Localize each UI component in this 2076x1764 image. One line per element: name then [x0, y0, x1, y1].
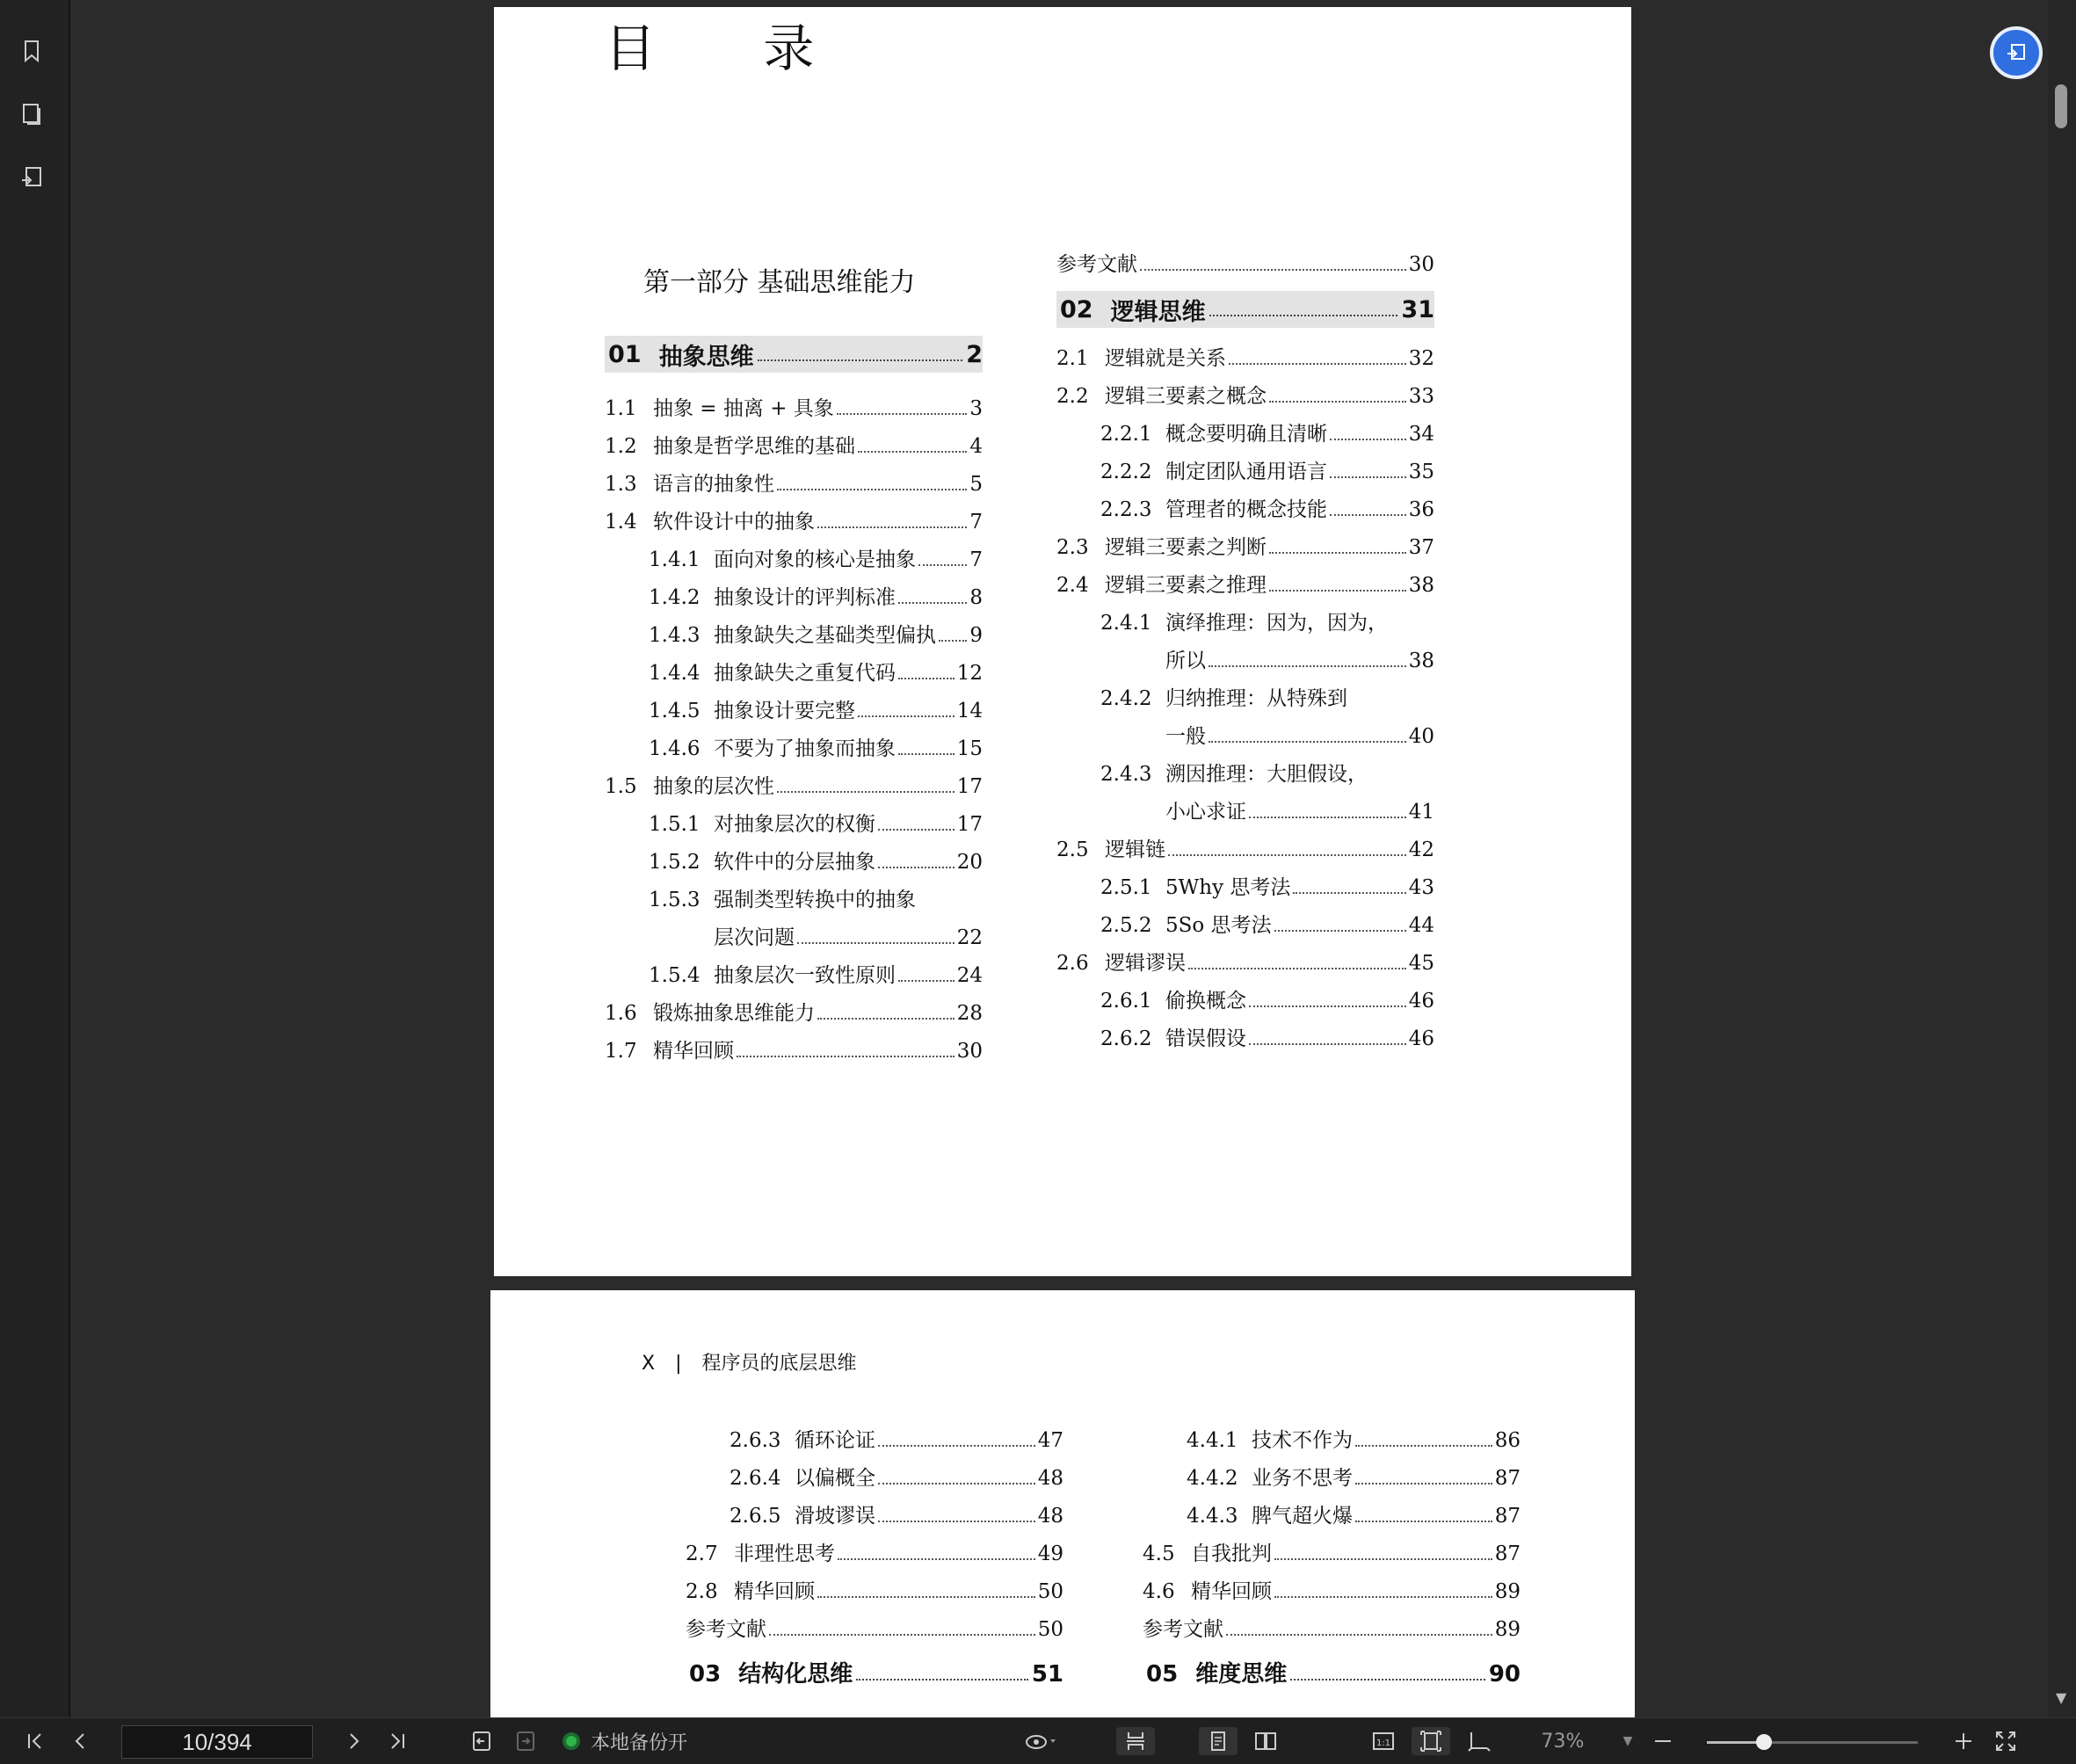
- prev-page-icon[interactable]: [67, 1727, 95, 1755]
- header-separator: |: [675, 1353, 682, 1375]
- entry-page-number: 87: [1494, 1505, 1521, 1528]
- toc-entry[interactable]: [649, 581, 983, 616]
- entry-number: 1.7: [605, 1040, 637, 1063]
- entry-number: 2.2: [1056, 385, 1089, 408]
- entry-page-number: 22: [956, 926, 983, 949]
- toc-entry[interactable]: [686, 1537, 1063, 1572]
- dot-leader: [777, 475, 967, 490]
- toc-entry[interactable]: [1100, 984, 1434, 1020]
- zoom-slider-thumb[interactable]: [1756, 1734, 1772, 1750]
- bottom-toolbar: [0, 1717, 2076, 1764]
- entry-title: 5So 思考法: [1165, 914, 1272, 937]
- entry-title: 抽象设计要完整: [714, 700, 855, 722]
- entry-page-number: 4: [969, 435, 983, 458]
- dot-leader: [878, 1506, 1035, 1522]
- dot-leader: [1330, 500, 1406, 516]
- entry-page-number: 28: [956, 1002, 983, 1025]
- entry-number: 2.5.1: [1100, 876, 1152, 899]
- first-page-icon[interactable]: [21, 1727, 49, 1755]
- entry-number: 1.5.4: [649, 964, 700, 987]
- dot-leader: [817, 1582, 1035, 1598]
- fit-width-icon[interactable]: [1459, 1727, 1498, 1755]
- entry-number: 2.3: [1056, 536, 1089, 559]
- entry-number: 1.5.3: [649, 889, 700, 911]
- entry-page-number: 36: [1408, 498, 1434, 521]
- entry-page-number: 8: [969, 586, 983, 609]
- entry-title: 溯因推理：大胆假设，: [1165, 763, 1368, 786]
- entry-title: 语言的抽象性: [653, 473, 774, 496]
- zoom-slider[interactable]: [1707, 1741, 1918, 1744]
- chapter-title: 逻辑思维: [1110, 298, 1206, 326]
- entry-page-number: 43: [1408, 876, 1434, 899]
- dot-leader: [1330, 462, 1406, 478]
- entry-number: 2.4.1: [1100, 612, 1152, 635]
- entry-page-number: 17: [956, 775, 983, 798]
- entry-title: 脾气超火爆: [1252, 1505, 1353, 1528]
- toc-entry[interactable]: [605, 430, 983, 465]
- actual-size-icon[interactable]: [1364, 1727, 1403, 1755]
- entry-title: 5Why 思考法: [1165, 876, 1291, 899]
- entry-title: 循环论证: [795, 1429, 875, 1452]
- toc-entry[interactable]: [1100, 909, 1434, 944]
- entry-title: 滑坡谬误: [795, 1505, 875, 1528]
- dot-leader: [1355, 1469, 1492, 1485]
- entry-page-number: 37: [1408, 536, 1434, 559]
- dot-leader: [1355, 1431, 1492, 1447]
- entry-page-number: 86: [1494, 1429, 1521, 1452]
- entry-title: 精华回顾: [734, 1580, 815, 1603]
- dot-leader: [777, 777, 955, 793]
- header-book-title: 程序员的底层思维: [701, 1353, 857, 1375]
- single-page-icon[interactable]: [1199, 1727, 1238, 1755]
- entry-number: 4.4.2: [1187, 1467, 1238, 1490]
- chapter-page-number: 90: [1488, 1661, 1521, 1688]
- entry-number: 2.6.4: [730, 1467, 781, 1490]
- dot-leader: [898, 739, 955, 755]
- pdf-page-next: [490, 1290, 1635, 1717]
- entry-title: 抽象设计的评判标准: [714, 586, 896, 609]
- page-indicator: 10/394: [182, 1728, 252, 1755]
- entry-number: 4.5: [1143, 1543, 1175, 1565]
- part-title: 第一部分 基础思维能力: [643, 267, 916, 298]
- entry-number: 2.6.5: [730, 1505, 781, 1528]
- entry-number: 1.6: [605, 1002, 637, 1025]
- toc-entry[interactable]: [649, 732, 983, 767]
- toc-title: 目 录: [605, 18, 860, 78]
- dot-leader: [1249, 991, 1406, 1007]
- toc-entry[interactable]: [1143, 1575, 1521, 1610]
- entry-number: 2.6.2: [1100, 1027, 1152, 1050]
- dot-leader: [769, 1620, 1035, 1636]
- entry-title: 错误假设: [1165, 1027, 1246, 1050]
- entry-number: 2.2.1: [1100, 423, 1152, 446]
- entry-title: 强制类型转换中的抽象: [714, 889, 916, 911]
- entry-page-number: 17: [956, 813, 983, 836]
- entry-number: 1.5: [605, 775, 637, 798]
- toc-entry[interactable]: [649, 959, 983, 994]
- toc-entry[interactable]: [730, 1499, 1063, 1535]
- dot-leader: [878, 815, 955, 831]
- zoom-out-icon[interactable]: [1649, 1727, 1677, 1755]
- dot-leader: [797, 928, 955, 944]
- toc-entry[interactable]: [1187, 1462, 1521, 1497]
- entry-page-number: 46: [1408, 1027, 1434, 1050]
- toc-entry[interactable]: [1100, 1022, 1434, 1057]
- toc-entry[interactable]: [1056, 248, 1434, 283]
- toc-entry[interactable]: [605, 392, 983, 427]
- dot-leader: [898, 588, 967, 604]
- toc-entry[interactable]: [1143, 1537, 1521, 1572]
- entry-title: 面向对象的核心是抽象: [714, 548, 916, 571]
- backup-label: 本地备份开: [591, 1731, 688, 1754]
- entry-page-number: 87: [1494, 1467, 1521, 1490]
- entry-page-number: 89: [1494, 1618, 1521, 1641]
- entry-number: 2.6.1: [1100, 990, 1152, 1013]
- toc-entry[interactable]: [1056, 531, 1434, 566]
- header-page-number: X: [642, 1353, 656, 1375]
- entry-title-continued: 一般: [1165, 725, 1206, 748]
- toc-entry[interactable]: [1100, 417, 1434, 453]
- entry-page-number: 41: [1408, 801, 1434, 824]
- toc-entry[interactable]: [649, 657, 983, 692]
- entry-page-number: 48: [1037, 1467, 1063, 1490]
- entry-page-number: 42: [1408, 838, 1434, 861]
- toc-entry-continued[interactable]: [1165, 720, 1434, 755]
- entry-title: 演绎推理：因为，因为，: [1165, 612, 1388, 635]
- entry-number: 1.4.5: [649, 700, 700, 722]
- entry-number: 4.6: [1143, 1580, 1175, 1603]
- dot-leader: [1188, 954, 1406, 969]
- double-page-icon[interactable]: [1246, 1727, 1285, 1755]
- dot-leader: [1274, 916, 1406, 932]
- dot-leader: [1269, 387, 1406, 403]
- entry-number: 2.2.2: [1100, 461, 1152, 483]
- chapter-page-number: 51: [1031, 1661, 1063, 1688]
- entry-page-number: 45: [1408, 952, 1434, 975]
- toc-entry[interactable]: [1187, 1499, 1521, 1535]
- chapter-number: 01: [608, 340, 642, 368]
- toc-entry[interactable]: [605, 468, 983, 503]
- entry-page-number: 32: [1408, 347, 1434, 370]
- toc-entry[interactable]: [649, 694, 983, 730]
- toc-entry[interactable]: [1056, 380, 1434, 415]
- scroll-down-arrow-icon[interactable]: ▼: [2056, 1689, 2067, 1706]
- entry-page-number: 5: [969, 473, 983, 496]
- dot-leader: [878, 1469, 1035, 1485]
- toc-chapter-entry[interactable]: [686, 1656, 1063, 1691]
- fit-page-icon[interactable]: [1412, 1727, 1450, 1755]
- toc-entry[interactable]: [1056, 569, 1434, 604]
- entry-number: 2.4: [1056, 574, 1089, 597]
- entry-title: 抽象 = 抽离 + 具象: [653, 397, 834, 420]
- entry-page-number: 34: [1408, 423, 1434, 446]
- zoom-level[interactable]: 73%: [1541, 1730, 1585, 1753]
- entry-page-number: 38: [1408, 650, 1434, 672]
- chapter-page-number: 2: [966, 340, 983, 368]
- dot-leader: [1274, 1582, 1492, 1598]
- dot-leader: [1140, 255, 1406, 271]
- entry-number: 2.6.3: [730, 1429, 781, 1452]
- entry-page-number: 24: [956, 964, 983, 987]
- dot-leader: [898, 664, 955, 679]
- toc-entry[interactable]: [730, 1462, 1063, 1497]
- toc-entry[interactable]: [605, 505, 983, 541]
- toc-entry[interactable]: [649, 846, 983, 881]
- toc-entry[interactable]: [649, 543, 983, 578]
- dot-leader: [817, 1004, 955, 1020]
- entry-title: 参考文献: [1056, 253, 1137, 276]
- thumbnail-icon[interactable]: [16, 98, 47, 130]
- entry-number: 2.2.3: [1100, 498, 1152, 521]
- dot-leader: [918, 550, 967, 566]
- entry-title: 业务不思考: [1252, 1467, 1353, 1490]
- zoom-dropdown-icon[interactable]: ▼: [1622, 1734, 1633, 1748]
- entry-title: 逻辑三要素之概念: [1105, 385, 1267, 408]
- dot-leader: [1355, 1506, 1492, 1522]
- entry-title: 精华回顾: [653, 1040, 734, 1063]
- dot-leader: [1249, 802, 1406, 818]
- floating-export-button[interactable]: [1990, 26, 2043, 79]
- entry-title: 抽象是哲学思维的基础: [653, 435, 855, 458]
- svg-text:1:1: 1:1: [1376, 1739, 1391, 1748]
- dot-leader: [1226, 1620, 1492, 1636]
- entry-page-number: 48: [1037, 1505, 1063, 1528]
- dot-leader: [1290, 1666, 1485, 1681]
- entry-title: 逻辑三要素之判断: [1105, 536, 1267, 559]
- entry-number: 2.5.2: [1100, 914, 1152, 937]
- dot-leader: [1209, 651, 1406, 667]
- dot-leader: [856, 1666, 1028, 1681]
- entry-title: 软件中的分层抽象: [714, 851, 875, 874]
- entry-number: 2.6: [1056, 952, 1089, 975]
- dot-leader: [1209, 302, 1398, 316]
- toc-chapter-entry[interactable]: [1143, 1656, 1521, 1691]
- entry-title: 软件设计中的抽象: [653, 511, 815, 534]
- entry-page-number: 50: [1037, 1580, 1063, 1603]
- pdf-page-toc: [494, 7, 1631, 1276]
- entry-number: 2.8: [686, 1580, 718, 1603]
- entry-number: 1.3: [605, 473, 637, 496]
- dot-leader: [878, 853, 955, 868]
- entry-title: 自我批判: [1191, 1543, 1272, 1565]
- entry-title: 逻辑链: [1105, 838, 1165, 861]
- entry-page-number: 35: [1408, 461, 1434, 483]
- dot-leader: [939, 626, 967, 642]
- toc-entry[interactable]: [649, 619, 983, 654]
- bookmark-icon[interactable]: [16, 35, 47, 67]
- entry-title: 非理性思考: [734, 1543, 835, 1565]
- toc-entry[interactable]: [1187, 1424, 1521, 1459]
- toc-entry[interactable]: [686, 1575, 1063, 1610]
- entry-page-number: 7: [969, 548, 983, 571]
- dot-leader: [1209, 727, 1406, 743]
- entry-number: 1.5.2: [649, 851, 700, 874]
- zoom-in-icon[interactable]: [1949, 1727, 1978, 1755]
- chapter-title: 维度思维: [1195, 1661, 1288, 1688]
- entry-number: 2.4.3: [1100, 763, 1152, 786]
- entry-number: 2.5: [1056, 838, 1089, 861]
- entry-number: 2.1: [1056, 347, 1089, 370]
- entry-page-number: 33: [1408, 385, 1434, 408]
- entry-page-number: 50: [1037, 1618, 1063, 1641]
- entry-page-number: 3: [969, 397, 983, 420]
- entry-title: 参考文献: [1143, 1618, 1223, 1641]
- entry-number: 1.4: [605, 511, 637, 534]
- dot-leader: [1229, 349, 1406, 365]
- toc-entry[interactable]: [1143, 1613, 1521, 1648]
- dot-leader: [1249, 1029, 1406, 1045]
- entry-page-number: 12: [956, 662, 983, 685]
- last-page-icon[interactable]: [383, 1727, 411, 1755]
- toc-entry[interactable]: [649, 883, 983, 918]
- entry-page-number: 49: [1037, 1543, 1063, 1565]
- next-page-icon[interactable]: [339, 1727, 367, 1755]
- entry-title: 逻辑三要素之推理: [1105, 574, 1267, 597]
- toc-entry[interactable]: [1100, 871, 1434, 906]
- entry-title: 精华回顾: [1191, 1580, 1272, 1603]
- entry-page-number: 47: [1037, 1429, 1063, 1452]
- entry-title-continued: 层次问题: [714, 926, 795, 949]
- toc-entry-continued[interactable]: [1165, 644, 1434, 679]
- entry-number: 4.4.1: [1187, 1429, 1238, 1452]
- entry-page-number: 87: [1494, 1543, 1521, 1565]
- forward-icon[interactable]: [512, 1727, 540, 1755]
- entry-number: 1.4.6: [649, 737, 700, 760]
- left-sidebar: [0, 0, 70, 1717]
- entry-number: 1.2: [605, 435, 637, 458]
- export-icon: [2003, 40, 2029, 66]
- entry-number: 1.5.1: [649, 813, 700, 836]
- dot-leader: [1293, 878, 1405, 894]
- page-number-input[interactable]: [121, 1725, 313, 1759]
- toc-entry[interactable]: [605, 770, 983, 805]
- chapter-page-number: 31: [1401, 295, 1434, 323]
- entry-number: 1.4.4: [649, 662, 700, 685]
- dot-leader: [837, 399, 968, 415]
- entry-page-number: 30: [1408, 253, 1434, 276]
- entry-page-number: 9: [969, 624, 983, 647]
- dot-leader: [737, 1042, 955, 1057]
- entry-page-number: 89: [1494, 1580, 1521, 1603]
- fullscreen-icon[interactable]: [1992, 1727, 2020, 1755]
- entry-page-number: 7: [969, 511, 983, 534]
- entry-number: 1.4.3: [649, 624, 700, 647]
- dot-leader: [817, 512, 967, 528]
- dot-leader: [1330, 425, 1406, 440]
- back-icon[interactable]: [468, 1727, 496, 1755]
- entry-title: 抽象缺失之重复代码: [714, 662, 896, 685]
- entry-title: 不要为了抽象而抽象: [714, 737, 896, 760]
- entry-number: 2.4.2: [1100, 687, 1152, 710]
- entry-title: 对抽象层次的权衡: [714, 813, 875, 836]
- entry-title: 抽象层次一致性原则: [714, 964, 896, 987]
- toc-entry[interactable]: [605, 997, 983, 1032]
- toc-entry[interactable]: [1056, 947, 1434, 982]
- entry-title: 逻辑谬误: [1105, 952, 1186, 975]
- scrollbar-thumb[interactable]: [2055, 84, 2067, 128]
- entry-number: 1.1: [605, 397, 637, 420]
- toc-entry[interactable]: [649, 808, 983, 843]
- eye-protection-icon[interactable]: [1018, 1727, 1062, 1755]
- chapter-title: 结构化思维: [738, 1661, 853, 1688]
- entry-title: 归纳推理：从特殊到: [1165, 687, 1347, 710]
- chapter-title: 抽象思维: [658, 343, 754, 371]
- toc-entry[interactable]: [1100, 493, 1434, 528]
- entry-number: 1.4.1: [649, 548, 700, 571]
- dot-leader: [858, 437, 967, 453]
- entry-title: 抽象的层次性: [653, 775, 774, 798]
- entry-title-continued: 小心求证: [1165, 801, 1246, 824]
- entry-page-number: 30: [956, 1040, 983, 1063]
- entry-title: 管理者的概念技能: [1165, 498, 1327, 521]
- toc-entry[interactable]: [1100, 682, 1434, 717]
- running-header: [642, 1348, 857, 1376]
- dot-leader: [878, 1431, 1035, 1447]
- entry-title: 制定团队通用语言: [1165, 461, 1327, 483]
- toc-entry[interactable]: [1100, 758, 1434, 793]
- chapter-number: 02: [1060, 295, 1093, 323]
- dot-leader: [758, 347, 963, 361]
- toc-entry[interactable]: [686, 1613, 1063, 1648]
- entry-number: 4.4.3: [1187, 1505, 1238, 1528]
- dot-leader: [898, 966, 955, 982]
- toc-entry-continued[interactable]: [714, 921, 983, 956]
- chapter-number: 03: [689, 1661, 722, 1688]
- entry-page-number: 38: [1408, 574, 1434, 597]
- entry-page-number: 14: [956, 700, 983, 722]
- entry-title: 概念要明确且清晰: [1165, 423, 1327, 446]
- entry-page-number: 44: [1408, 914, 1434, 937]
- annotation-export-icon[interactable]: [16, 162, 47, 193]
- toc-entry[interactable]: [1056, 342, 1434, 377]
- entry-page-number: 40: [1408, 725, 1434, 748]
- continuous-scroll-icon[interactable]: [1116, 1727, 1155, 1755]
- toc-chapter-entry[interactable]: [605, 336, 983, 373]
- toc-entry-continued[interactable]: [1165, 795, 1434, 831]
- entry-number: 2.7: [686, 1543, 718, 1565]
- dot-leader: [858, 701, 955, 717]
- chapter-number: 05: [1146, 1661, 1179, 1688]
- entry-title: 锻炼抽象思维能力: [653, 1002, 815, 1025]
- vertical-scrollbar[interactable]: [2048, 0, 2076, 1717]
- toc-entry[interactable]: [1100, 455, 1434, 490]
- entry-title: 以偏概全: [795, 1467, 875, 1490]
- dot-leader: [1269, 538, 1406, 554]
- entry-title: 偷换概念: [1165, 990, 1246, 1013]
- dot-leader: [1269, 576, 1406, 592]
- dot-leader: [1274, 1544, 1492, 1560]
- toc-entry[interactable]: [1056, 833, 1434, 868]
- dot-leader: [838, 1544, 1035, 1560]
- toc-chapter-entry[interactable]: [1056, 291, 1434, 328]
- entry-title: 逻辑就是关系: [1105, 347, 1226, 370]
- toc-entry[interactable]: [1100, 606, 1434, 642]
- entry-page-number: 46: [1408, 990, 1434, 1013]
- dot-leader: [1168, 840, 1406, 856]
- entry-title: 技术不作为: [1252, 1429, 1353, 1452]
- entry-page-number: 20: [956, 851, 983, 874]
- entry-title: 抽象缺失之基础类型偏执: [714, 624, 936, 647]
- entry-number: 1.4.2: [649, 586, 700, 609]
- toc-entry[interactable]: [605, 1034, 983, 1070]
- backup-status-dot-icon: [563, 1732, 580, 1750]
- toc-entry[interactable]: [730, 1424, 1063, 1459]
- backup-status[interactable]: [563, 1727, 738, 1755]
- entry-page-number: 15: [956, 737, 983, 760]
- entry-title: 参考文献: [686, 1618, 766, 1641]
- entry-title-continued: 所以: [1165, 650, 1206, 672]
